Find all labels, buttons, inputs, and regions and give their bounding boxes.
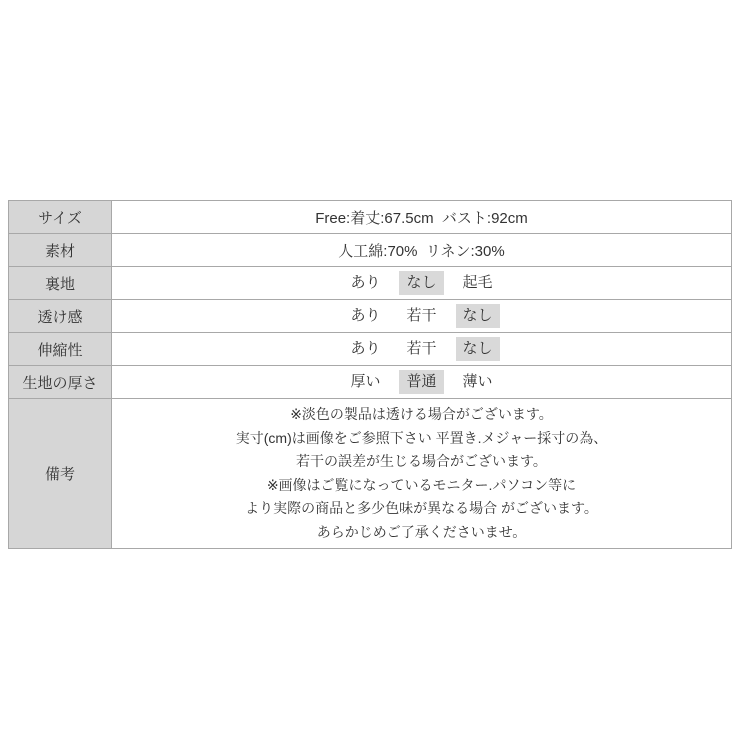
notes-text — [112, 399, 731, 548]
row-header-lining: 裏地 — [9, 267, 112, 300]
row-header-material: 素材 — [9, 234, 112, 267]
spec-table — [8, 200, 732, 549]
option-value: あり — [350, 340, 381, 358]
row-lining — [9, 267, 732, 300]
row-thickness — [9, 366, 732, 399]
option-value: 起毛 — [462, 274, 493, 292]
note-line: より実際の商品と多少色味が異なる場合 がございます。 — [245, 500, 598, 516]
stretch-options — [112, 337, 731, 361]
lining-options — [112, 271, 731, 295]
option-value: 薄い — [462, 373, 493, 391]
row-size — [9, 201, 732, 234]
row-material — [9, 234, 732, 267]
option-value-selected: なし — [399, 271, 443, 295]
row-sheerness — [9, 300, 732, 333]
note-line: ※画像はご覧になっているモニター.パソコン等に — [266, 476, 577, 493]
row-header-thickness: 生地の厚さ — [9, 366, 112, 399]
option-value-selected: 普通 — [399, 370, 443, 394]
note-line: 若干の誤差が生じる場合がございます。 — [296, 453, 547, 469]
product-spec-section — [8, 200, 732, 549]
row-header-stretch: 伸縮性 — [9, 333, 112, 366]
sheerness-options — [112, 304, 731, 328]
size-value: Free:着丈:67.5cm バスト:92cm — [112, 201, 732, 234]
note-line: 実寸(cm)は画像をご参照下さい 平置き.メジャー採寸の為、 — [235, 429, 608, 446]
option-value: 若干 — [406, 307, 437, 325]
note-line: あらかじめご了承くださいませ。 — [316, 523, 527, 540]
material-value: 人工綿:70% リネン:30% — [112, 234, 732, 267]
thickness-options — [112, 370, 731, 394]
option-value: 厚い — [350, 373, 381, 391]
row-notes — [9, 399, 732, 549]
option-value-selected: なし — [456, 304, 500, 328]
option-value-selected: なし — [456, 337, 500, 361]
row-stretch — [9, 333, 732, 366]
row-header-sheerness: 透け感 — [9, 300, 112, 333]
option-value: 若干 — [406, 340, 437, 358]
row-header-notes: 備考 — [9, 399, 112, 549]
option-value: あり — [350, 307, 381, 325]
row-header-size: サイズ — [9, 201, 112, 234]
note-line: ※淡色の製品は透ける場合がございます。 — [290, 406, 553, 422]
option-value: あり — [350, 274, 381, 292]
